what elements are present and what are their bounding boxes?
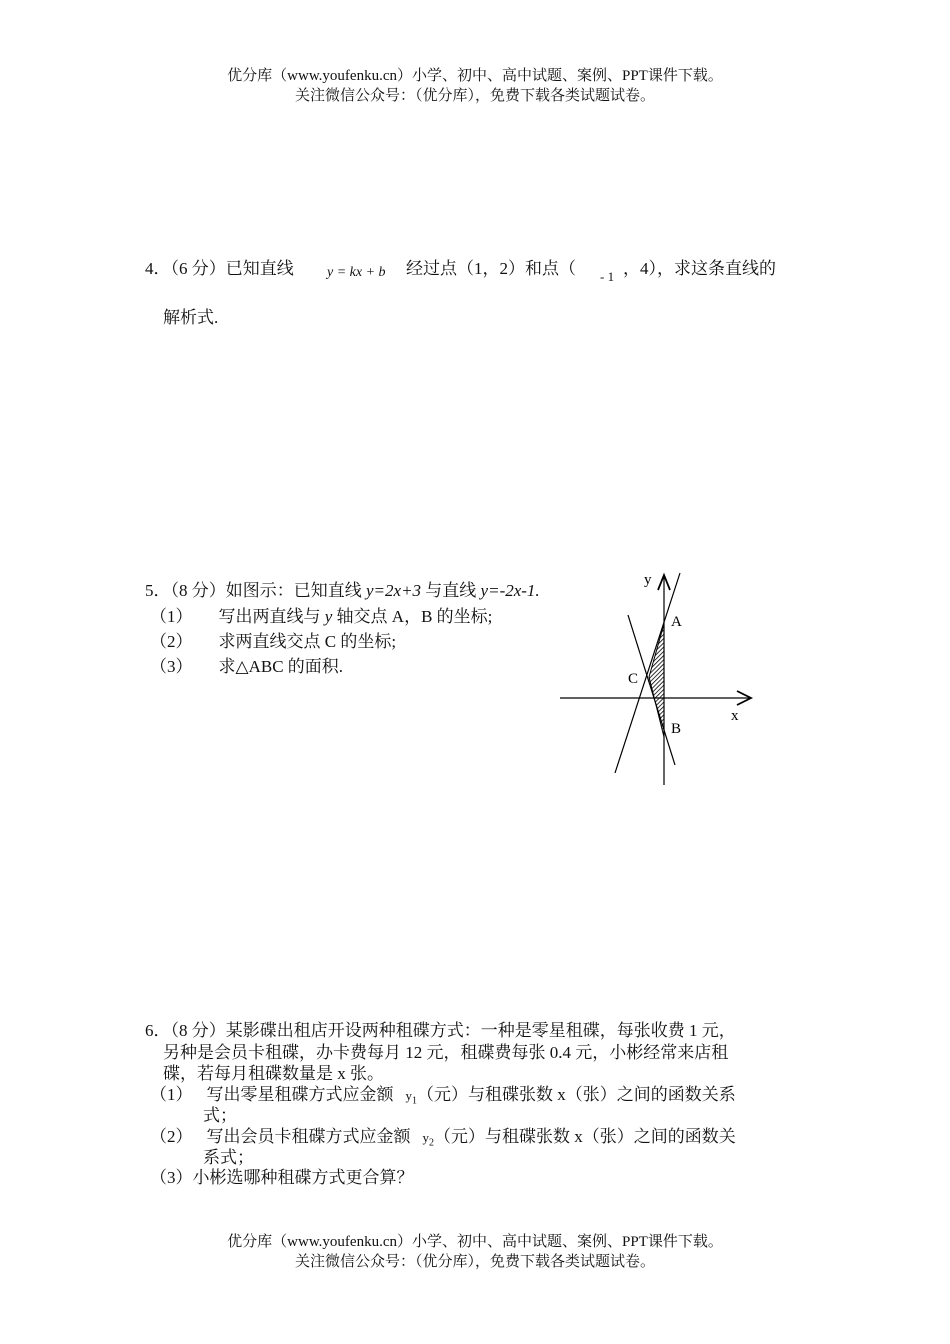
- q5-sub-1: [150, 602, 492, 627]
- q5-sub-2: [150, 627, 396, 652]
- q4-text-b: 经过点（1，2）和点（: [406, 259, 576, 278]
- sub-number: （3）: [150, 657, 193, 676]
- x-axis-label: x: [731, 708, 739, 724]
- y-subscript: 2: [429, 1137, 434, 1149]
- header-line-2: 关注微信公众号：（优分库），免费下载各类试题试卷。: [294, 88, 655, 104]
- y2-symbol: [422, 1130, 435, 1149]
- q5-stem-text: 如图示：已知直线: [225, 581, 366, 600]
- y1-symbol: [405, 1088, 418, 1107]
- sub-number: （1）: [150, 1085, 193, 1104]
- sub-text: 求△ABC 的面积.: [218, 657, 344, 676]
- sub-var: y: [324, 607, 333, 626]
- q6-sub-2-cont: 系式；: [203, 1148, 254, 1167]
- q6-text: 某影碟出租店开设两种租碟方式：一种是零星租碟，每张收费 1 元，: [225, 1021, 736, 1040]
- q5-stem-text-2: 与直线: [421, 581, 481, 600]
- header-line-1: 优分库（www.youfenku.cn）小学、初中、高中试题、案例、PPT课件下载。: [227, 68, 723, 84]
- sub-number: （2）: [150, 632, 193, 651]
- sub-text-2: （元）与租碟张数 x（张）之间的函数关系: [417, 1085, 736, 1104]
- question-score: （8 分）: [170, 581, 226, 600]
- point-c-label: C: [628, 671, 639, 687]
- sub-text: 写出两直线与: [218, 607, 325, 626]
- sub-text: 求两直线交点 C 的坐标;: [218, 632, 397, 651]
- line-2-equation: y=-2x-1.: [480, 581, 540, 600]
- line-1-equation: y=2x+3: [366, 581, 422, 600]
- line-y-2x-plus-3: [615, 573, 680, 773]
- point-b-label: B: [671, 721, 682, 737]
- q6-sub-1-cont: 式；: [203, 1106, 237, 1125]
- question-score: （8 分）: [170, 1021, 226, 1040]
- q6-sub-1: [150, 1080, 736, 1107]
- q4-equation: y = kx + b: [327, 265, 386, 280]
- question-text: 已知直线: [225, 259, 294, 278]
- triangle-abc: [649, 624, 664, 737]
- question-number: 6．: [145, 1021, 171, 1040]
- footer-line-2: 关注微信公众号：（优分库），免费下载各类试题试卷。: [294, 1254, 655, 1270]
- sub-text: 写出零星租碟方式应金额: [206, 1085, 394, 1104]
- q5-figure: [550, 565, 765, 790]
- q5-sub-3: [150, 652, 343, 677]
- question-4-line-1: [145, 254, 294, 279]
- sub-text: 写出会员卡租碟方式应金额: [206, 1127, 411, 1146]
- question-number: 4．: [145, 259, 171, 278]
- question-score: （6 分）: [170, 259, 226, 278]
- sub-text-2: 轴交点 A，B 的坐标;: [332, 607, 493, 626]
- sub-text-2: （元）与租碟张数 x（张）之间的函数关: [434, 1127, 736, 1146]
- q4-point-x: - 1: [600, 269, 615, 284]
- sub-number: （2）: [150, 1127, 193, 1146]
- footer-line-1: 优分库（www.youfenku.cn）小学、初中、高中试题、案例、PPT课件下载。: [227, 1234, 723, 1250]
- point-a-label: A: [671, 614, 682, 630]
- q4-text-c: ，4），求这条直线的: [623, 259, 776, 278]
- question-6-line-2: 另种是会员卡租碟，办卡费每月 12 元，租碟费每张 0.4 元，小彬经常来店租: [163, 1043, 729, 1062]
- y-axis-label: y: [644, 572, 652, 588]
- question-4-line-2: 解析式.: [163, 308, 219, 327]
- question-5-stem: [145, 576, 540, 601]
- question-number: 5．: [145, 581, 171, 600]
- q6-sub-3: （3）小彬选哪种租碟方式更合算？: [150, 1168, 414, 1187]
- y-subscript: 1: [412, 1095, 417, 1107]
- line-y-neg-2x-minus-1: [628, 615, 675, 765]
- y-var: y: [405, 1088, 412, 1103]
- sub-number: （1）: [150, 607, 193, 626]
- y-var: y: [422, 1130, 429, 1145]
- question-6-line-3: 碟，若每月租碟数量是 x 张。: [163, 1064, 384, 1083]
